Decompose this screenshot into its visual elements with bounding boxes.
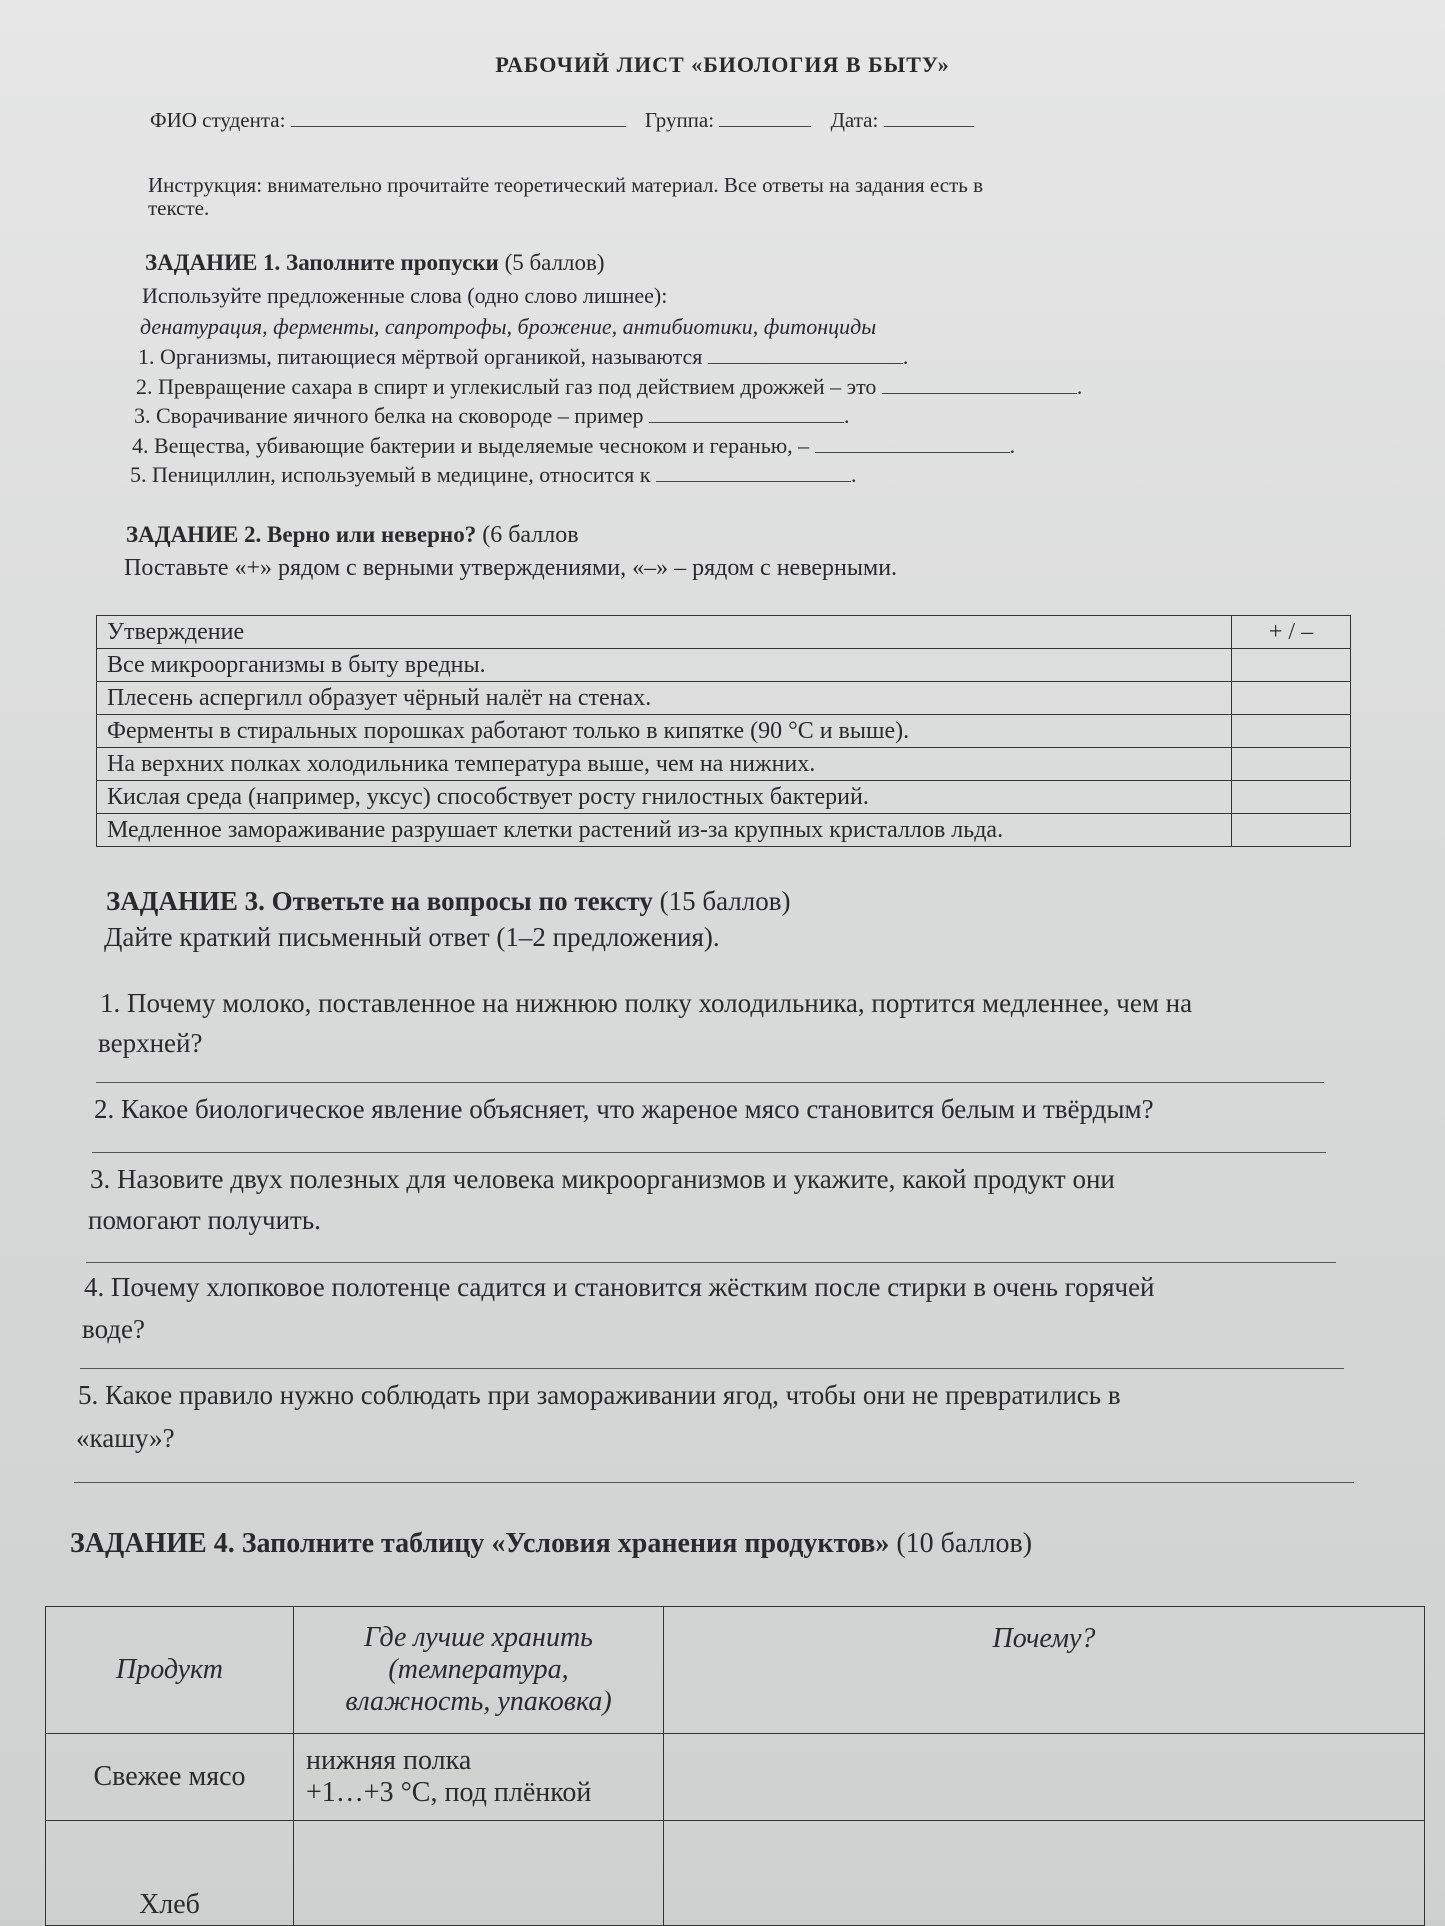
storage-line: +1…+3 °С, под плёнкой [306,1777,592,1808]
task1-item-text: 3. Сворачивание яичного белка на сковороде – пример [134,403,644,428]
header-storage-line: влажность, упаковка) [345,1686,612,1717]
task4-heading [70,1528,1032,1560]
question-5-line-2: «кашу»? [76,1423,175,1453]
task4-points: (10 баллов) [889,1528,1033,1559]
question-4-line-1: 4. Почему хлопковое полотенце садится и становится жёстким после стирки в очень горячей [84,1272,1155,1302]
task3-heading [106,886,790,917]
answer-line-5[interactable] [74,1482,1354,1483]
mark-cell[interactable] [1232,682,1351,715]
fio-label: ФИО студента: [150,108,286,132]
statement-cell: На верхних полках холодильника температура выше, чем на нижних. [97,748,1232,781]
group-field[interactable] [719,108,811,127]
why-cell[interactable] [664,1734,1425,1821]
question-3-line-1: 3. Назовите двух полезных для человека микроорганизмов и укажите, какой продукт они [90,1164,1115,1194]
student-info-line [150,108,974,133]
task1-answer-blank[interactable] [882,375,1077,394]
statement-cell: Медленное замораживание разрушает клетки растений из-за крупных кристаллов льда. [97,814,1232,847]
instruction-line-2: тексте. [148,196,210,220]
task1-heading [145,250,605,276]
task2-points: (6 баллов [476,522,579,548]
task1-answer-blank[interactable] [708,345,903,364]
statement-cell: Ферменты в стиральных порошках работают только в кипятке (90 °С и выше). [97,715,1232,748]
task1-item-text: 1. Организмы, питающиеся мёртвой органикой, называются [138,344,703,369]
mark-cell[interactable] [1232,814,1351,847]
mark-cell[interactable] [1232,748,1351,781]
statement-cell: Все микроорганизмы в быту вредны. [97,649,1232,682]
task3-points: (15 баллов) [652,886,791,916]
task1-answer-blank[interactable] [815,434,1010,453]
true-false-table [96,615,1351,847]
answer-line-1[interactable] [96,1082,1324,1083]
table-header-row [46,1607,1425,1734]
task2-heading [126,522,579,549]
task1-points: (5 баллов) [498,250,605,275]
product-cell: Хлеб [46,1821,294,1926]
date-field[interactable] [884,108,974,127]
header-storage [294,1607,664,1734]
header-why: Почему? [664,1607,1425,1734]
storage-table [45,1606,1425,1926]
question-4-line-2: воде? [82,1314,145,1344]
header-statement: Утверждение [97,616,1232,649]
task3-title: ЗАДАНИЕ 3. Ответьте на вопросы по тексту [106,886,653,916]
table-header-row [97,616,1351,649]
header-mark: + / – [1232,616,1351,649]
table-row [97,748,1351,781]
header-storage-line: (температура, [388,1654,569,1685]
task4-title: ЗАДАНИЕ 4. Заполните таблицу «Условия хранения продуктов» [70,1528,890,1559]
table-row [97,814,1351,847]
task1-item-text: 4. Вещества, убивающие бактерии и выделяемые чесноком и геранью, – [132,433,810,458]
mark-cell[interactable] [1232,715,1351,748]
answer-line-2[interactable] [92,1152,1326,1153]
task1-subtitle: Используйте предложенные слова (одно слово лишнее): [142,283,668,308]
task1-item: 5. Пенициллин, используемый в медицине, относится к . [130,462,857,487]
task1-item-text: 2. Превращение сахара в спирт и углекислый газ под действием дрожжей – это [136,374,877,399]
task1-item: 3. Сворачивание яичного белка на сковороде – пример . [134,403,850,428]
header-product: Продукт [46,1607,294,1734]
statement-cell: Плесень аспергилл образует чёрный налёт на стенах. [97,682,1232,715]
task1-item: 4. Вещества, убивающие бактерии и выделяемые чесноком и геранью, – . [132,433,1016,458]
task1-answer-blank[interactable] [649,404,844,423]
why-cell[interactable] [664,1821,1425,1926]
question-1-line-1: 1. Почему молоко, поставленное на нижнюю полку холодильника, портится медленнее, чем на [100,988,1193,1018]
question-5-line-1: 5. Какое правило нужно соблюдать при замораживании ягод, чтобы они не превратились в [78,1380,1121,1410]
question-2-line-1: 2. Какое биологическое явление объясняет, что жареное мясо становится белым и твёрдым? [94,1094,1154,1124]
answer-line-4[interactable] [80,1368,1344,1369]
table-row [97,649,1351,682]
storage-cell[interactable] [294,1734,664,1821]
group-label: Группа: [644,108,715,132]
task1-item-text: 5. Пенициллин, используемый в медицине, относится к [130,462,651,487]
question-1-line-2: верхней? [98,1028,203,1058]
storage-line: нижняя полка [306,1745,472,1776]
table-row [46,1734,1425,1821]
table-row [97,781,1351,814]
mark-cell[interactable] [1232,649,1351,682]
task2-subtitle: Поставьте «+» рядом с верными утверждениями, «–» – рядом с неверными. [124,555,898,581]
task1-title: ЗАДАНИЕ 1. Заполните пропуски [145,250,499,275]
statement-cell: Кислая среда (например, уксус) способствует росту гнилостных бактерий. [97,781,1232,814]
fio-field[interactable] [291,108,626,127]
task1-item: 2. Превращение сахара в спирт и углекислый газ под действием дрожжей – это . [136,374,1083,399]
date-label: Дата: [830,108,879,132]
task1-item: 1. Организмы, питающиеся мёртвой органикой, называются . [138,344,909,369]
mark-cell[interactable] [1232,781,1351,814]
task1-word-bank: денатурация, ферменты, сапротрофы, брожение, антибиотики, фитонциды [140,314,877,339]
table-row [97,682,1351,715]
task3-subtitle: Дайте краткий письменный ответ (1–2 предложения). [104,922,720,952]
task2-title: ЗАДАНИЕ 2. Верно или неверно? [126,522,477,547]
table-row [97,715,1351,748]
header-storage-line: Где лучше хранить [364,1622,593,1653]
question-3-line-2: помогают получить. [88,1205,321,1235]
product-cell: Свежее мясо [46,1734,294,1821]
task1-answer-blank[interactable] [656,463,851,482]
page-title: РАБОЧИЙ ЛИСТ «БИОЛОГИЯ В БЫТУ» [495,52,950,77]
instruction-line-1: Инструкция: внимательно прочитайте теоретический материал. Все ответы на задания есть в [148,173,984,197]
storage-cell[interactable] [294,1821,664,1926]
table-row [46,1821,1425,1926]
answer-line-3[interactable] [86,1262,1336,1263]
